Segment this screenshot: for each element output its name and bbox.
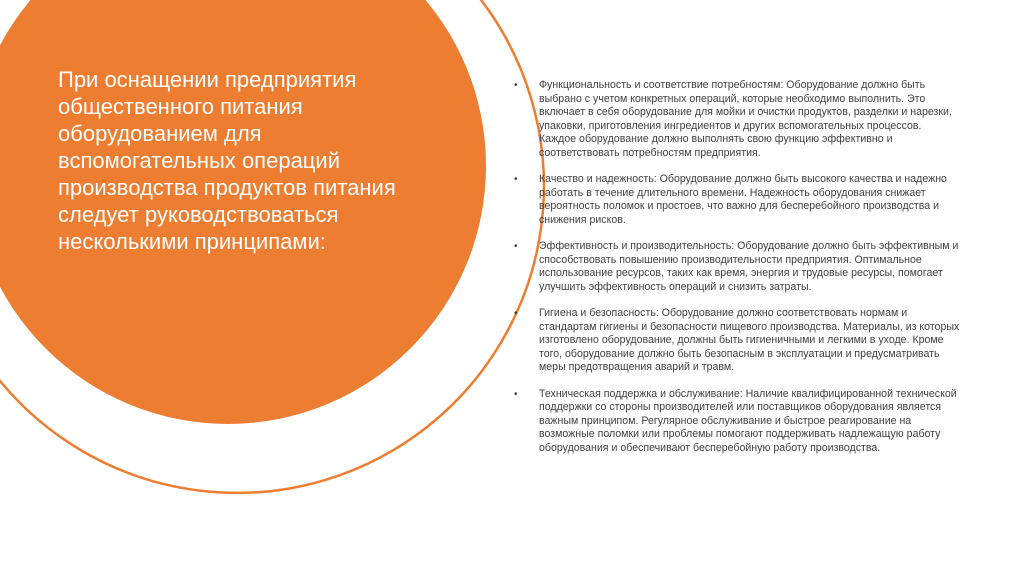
bullet-text: Качество и надежность: Оборудование должно быть высокого качества и надежно работать в течение длительного времени. Надежность оборудования снижает вероятность поломок и простоев, что важно для бесперебойного производства и снижения рисков. xyxy=(539,173,947,226)
slide-title: При оснащении предприятия общественного питания оборудованием для вспомогательных операций производства продуктов питания следует руководствоваться несколькими принципами: xyxy=(58,67,396,254)
bullet-text: Эффективность и производительность: Оборудование должно быть эффективным и способствовать повышению производительности предприятия. Оптимальное использование ресурсов, таких как время, энергия и трудовые ресурсы, помогает улучшить эффективность операций и снизить затраты. xyxy=(539,240,959,293)
bullet-text: Гигиена и безопасность: Оборудование должно соответствовать нормам и стандартам гигиены и безопасности пищевого производства. Материалы, из которых изготовлено оборудование, должны быть гигиеничными и легкими в уходе. Кроме того, оборудование должно быть безопасным в эксплуатации и предусматривать меры предотвращения аварий и травм. xyxy=(539,307,960,373)
list-item xyxy=(514,173,960,227)
bullet-text: Функциональность и соответствие потребностям: Оборудование должно быть выбрано с учетом конкретных операций, которые необходимо выполнить. Это включает в себя оборудование для мойки и очистки продуктов, разделки и нарезки, упаковки, приготовления ингредиентов и других вспомогательных процессов. Каждое оборудование должно выполнять свою функцию эффективно и соответствовать потребностям предприятия. xyxy=(539,79,952,159)
bullet-mark: • xyxy=(514,308,518,319)
bullet-mark: • xyxy=(514,174,518,185)
bullet-list xyxy=(514,79,960,468)
bullet-mark: • xyxy=(514,388,518,400)
bullet-mark: • xyxy=(514,80,518,91)
bullet-text: Техническая поддержка и обслуживание: Наличие квалифицированной технической поддержки со стороны производителей или поставщиков оборудования является важным принципом. Регулярное обслуживание и быстрое реагирование на возможные поломки или проблемы помогают поддерживать надлежащую работу оборудования и обеспечивают бесперебойную работу производства. xyxy=(539,387,957,454)
list-item xyxy=(514,388,960,456)
list-item xyxy=(514,307,960,375)
list-item xyxy=(514,79,960,160)
bullet-mark: • xyxy=(514,241,518,252)
list-item xyxy=(514,240,960,294)
